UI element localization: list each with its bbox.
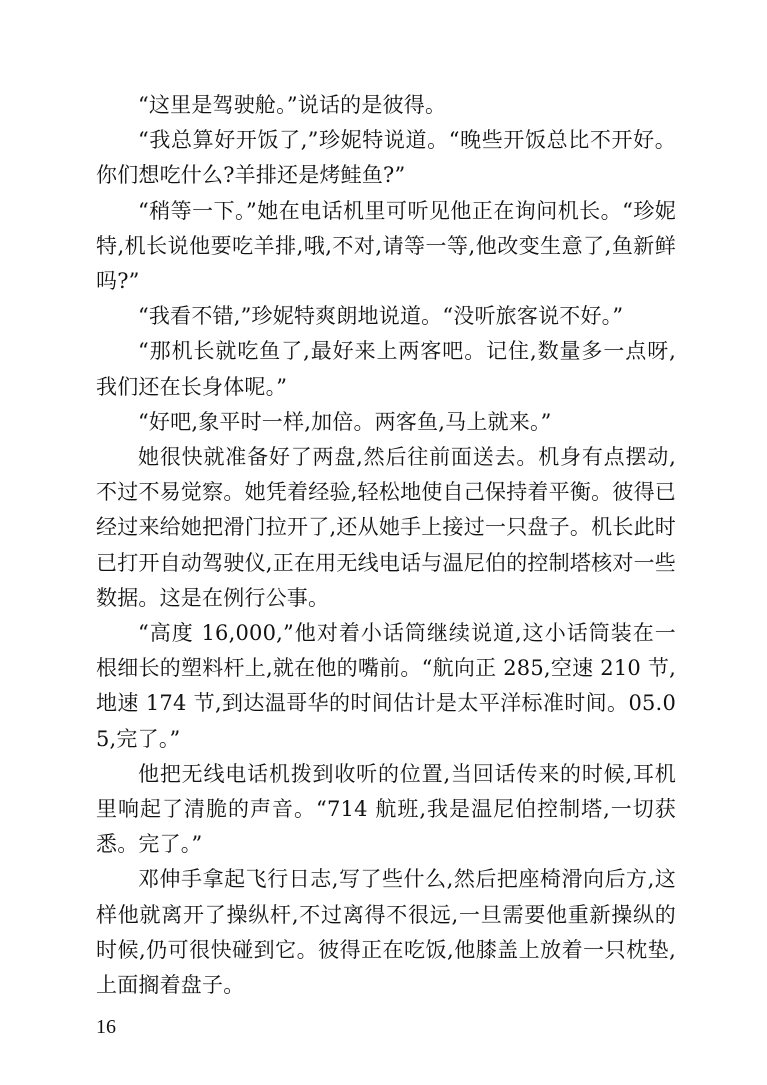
paragraph: “好吧,象平时一样,加倍。两客鱼,马上就来。” (138, 409, 552, 434)
page-number: 16 (96, 1016, 116, 1038)
paragraph: “我看不错,”珍妮特爽朗地说道。“没听旅客说不好。” (138, 304, 624, 329)
paragraph: “高度 16,000,”他对着小话筒继续说道,这小话筒装在一根细长的塑料杆上,就在他的嘴前。“航向正 285,空速 210 节,地速 174 节,到达温哥华的时间估计是太平洋标准时间。05.05,完了。” (96, 621, 676, 751)
page-body (96, 88, 676, 1003)
paragraph: “这里是驾驶舱。”说话的是彼得。 (138, 93, 447, 117)
paragraph: 他把无线电话机拨到收听的位置,当回话传来的时候,耳机里响起了清脆的声音。“714 航班,我是温尼伯控制塔,一切获悉。完了。” (96, 761, 676, 857)
paragraph: 她很快就准备好了两盘,然后往前面送去。机身有点摆动,不过不易觉察。她凭着经验,轻松地使自己保持着平衡。彼得已经过来给她把滑门拉开了,还从她手上接过一只盘子。机长此时已打开自动驾驶仪,正在用无线电话与温尼伯的控制塔核对一些数据。这是在例行公事。 (96, 445, 676, 610)
paragraph: “那机长就吃鱼了,最好来上两客吧。记住,数量多一点呀,我们还在长身体呢。” (96, 339, 676, 399)
paragraph: 邓伸手拿起飞行日志,写了些什么,然后把座椅滑向后方,这样他就离开了操纵杆,不过离得不很远,一旦需要他重新操纵的时候,仍可很快碰到它。彼得正在吃饭,他膝盖上放着一只枕垫,上面搁着盘子。 (96, 867, 676, 998)
paragraph: “稍等一下。”她在电话机里可听见他正在询问机长。“珍妮特,机长说他要吃羊排,哦,不对,请等一等,他改变生意了,鱼新鲜吗?” (96, 198, 676, 294)
paragraph: “我总算好开饭了,”珍妮特说道。“晚些开饭总比不开好。你们想吃什么?羊排还是烤鲑鱼?” (96, 128, 676, 188)
